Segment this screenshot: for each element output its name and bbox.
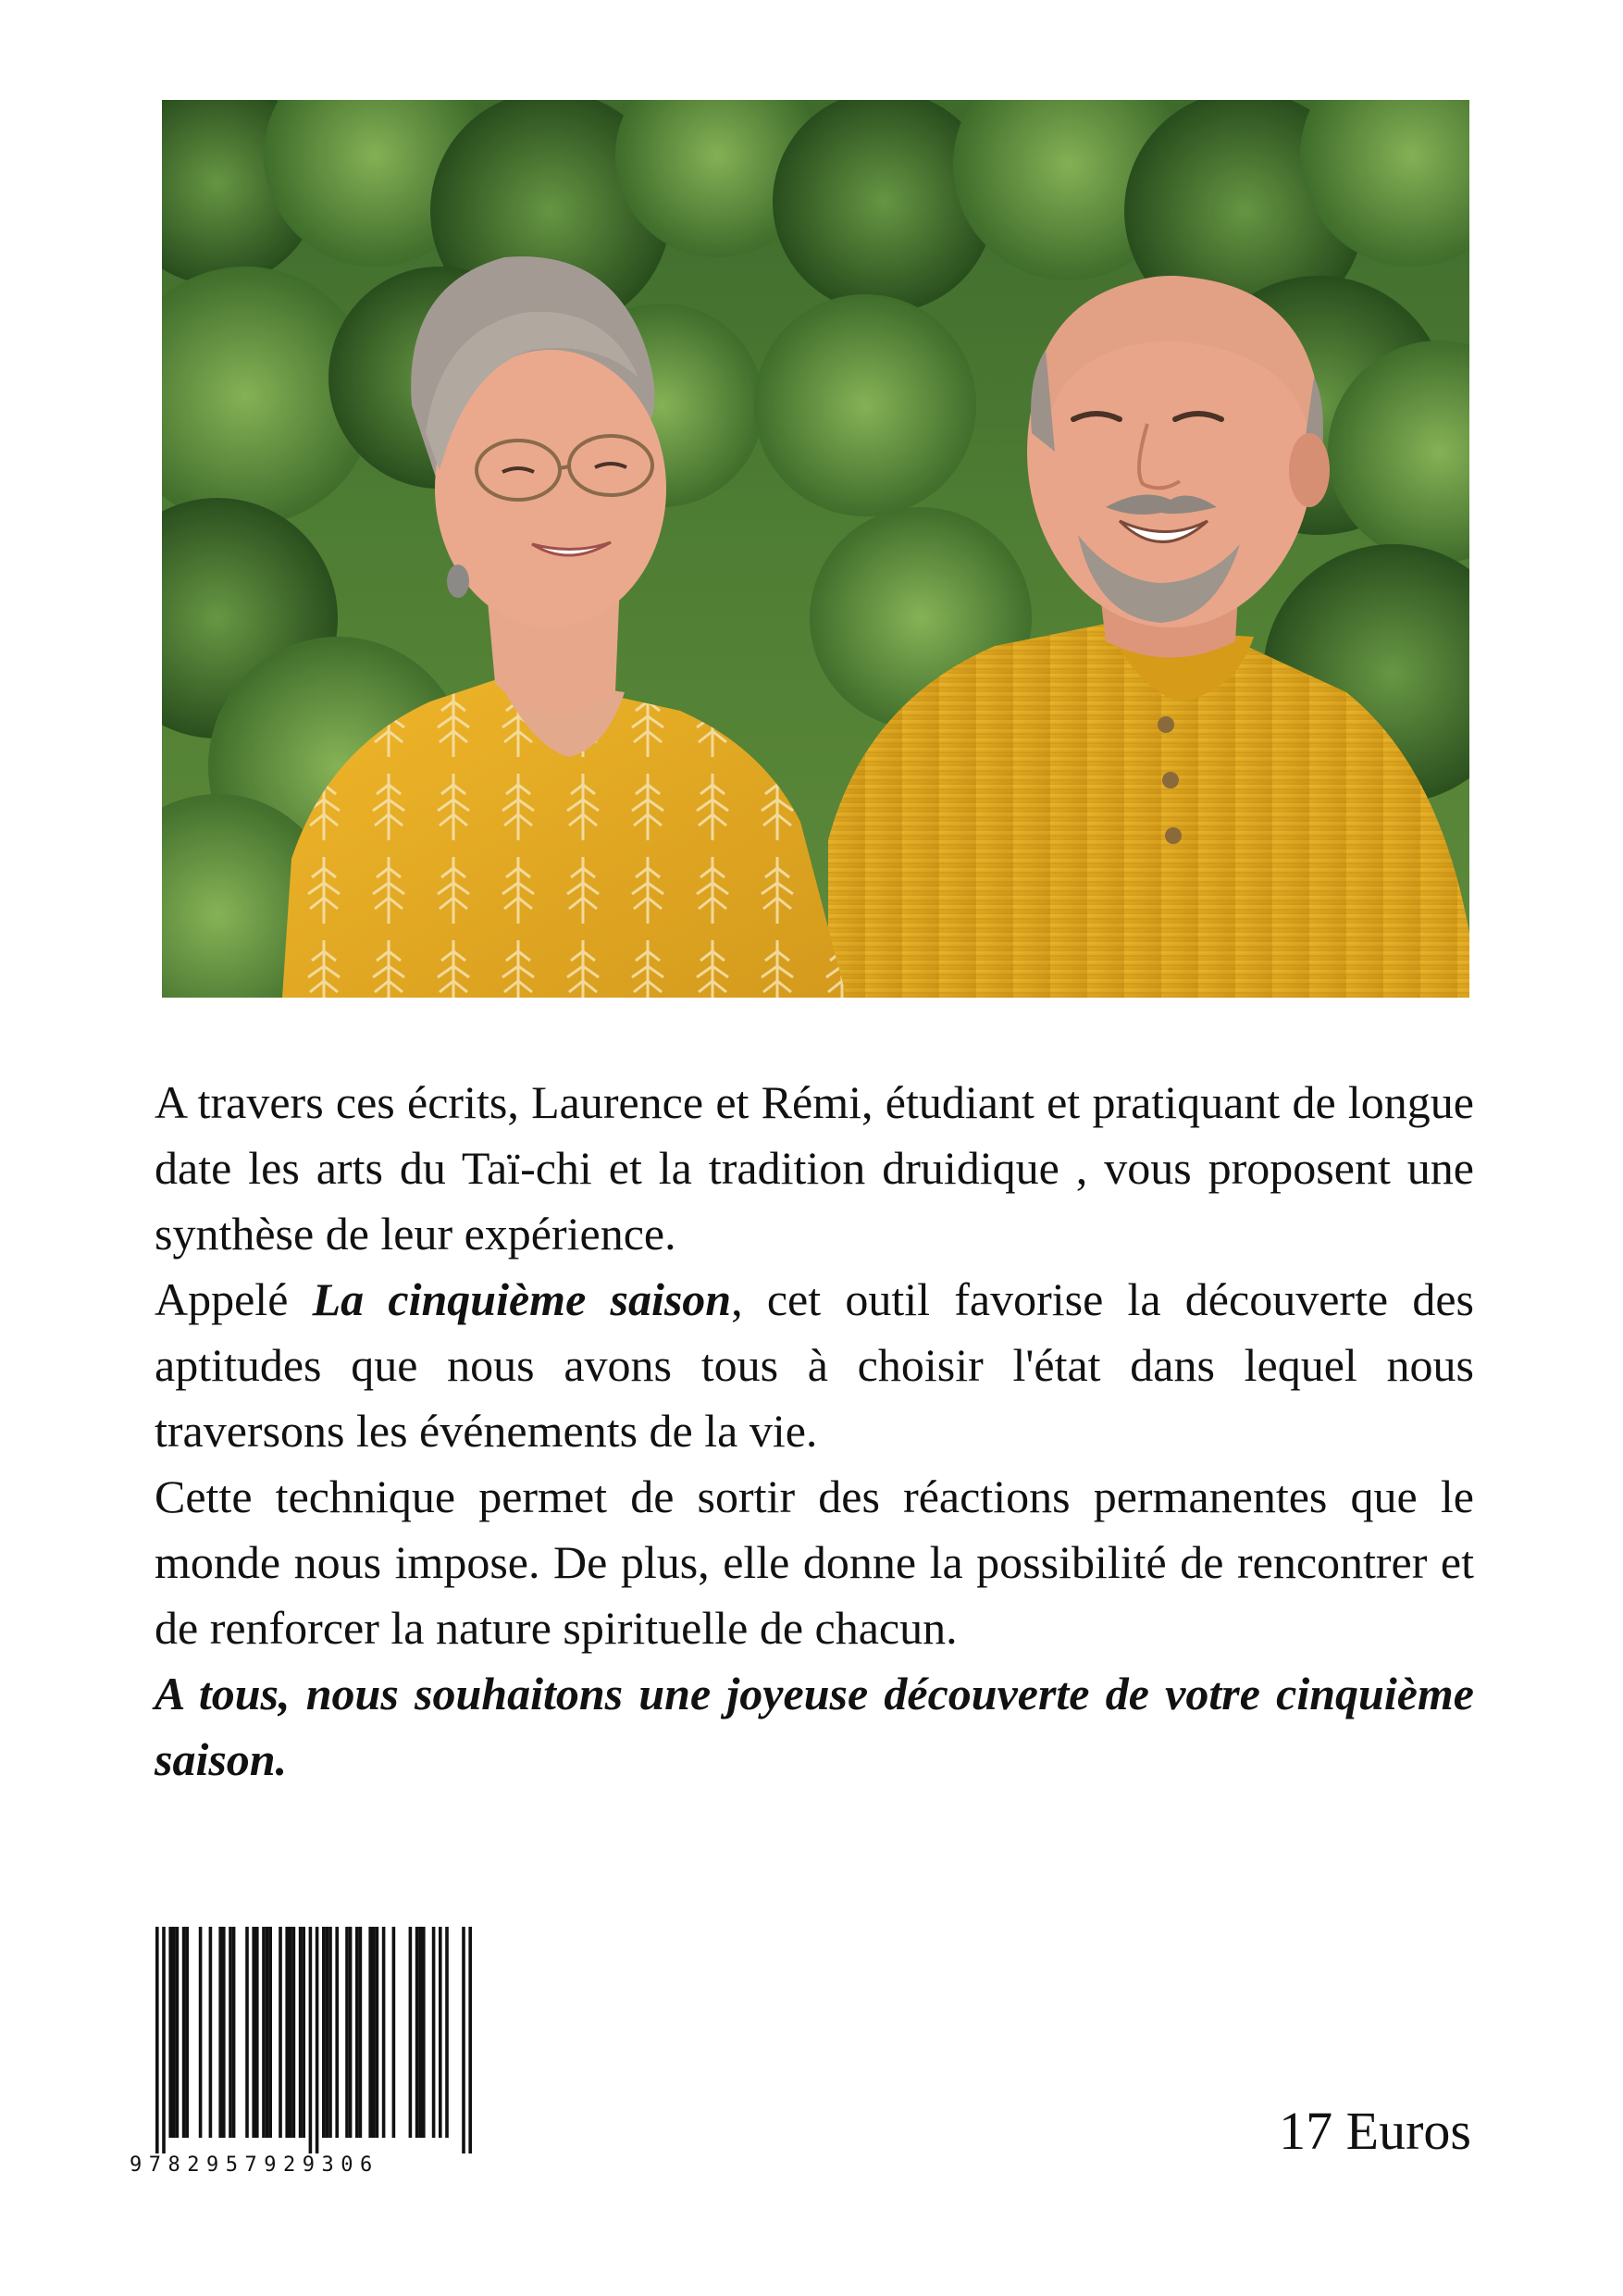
barcode-bar xyxy=(176,1927,180,2138)
barcode-bar xyxy=(289,1927,292,2138)
price-label: 17 Euros xyxy=(1279,2101,1471,2161)
barcode-bar xyxy=(468,1927,472,2153)
barcode-bar xyxy=(432,1927,436,2138)
barcode-bar xyxy=(418,1927,422,2138)
barcode-bar xyxy=(309,1927,313,2153)
barcode-bar xyxy=(392,1927,396,2138)
barcode-bar xyxy=(328,1927,332,2138)
tool-paragraph-prefix: Appelé xyxy=(155,1273,313,1325)
barcode-bar xyxy=(322,1927,326,2138)
barcode-bar xyxy=(345,1927,349,2138)
barcode-bar xyxy=(445,1927,449,2138)
barcode-bar xyxy=(422,1927,426,2138)
barcode-bar xyxy=(172,1927,176,2138)
barcode-bar xyxy=(359,1927,363,2138)
tool-paragraph xyxy=(155,1267,1474,1464)
barcode-bar xyxy=(462,1927,465,2153)
barcode-bar xyxy=(209,1927,213,2138)
barcode-bar xyxy=(415,1927,419,2138)
barcode-bar xyxy=(376,1927,379,2138)
barcode-bar xyxy=(162,1927,166,2153)
barcode-bars xyxy=(130,1927,495,2153)
barcode-bar xyxy=(222,1927,226,2138)
barcode-bar xyxy=(368,1927,372,2138)
intro-paragraph: A travers ces écrits, Laurence et Rémi, étudiant et pratiquant de longue date les arts du Taï-chi et la tradition druidique , vous proposent une synthèse de leur expérience. xyxy=(155,1076,1474,1260)
barcode-bar xyxy=(302,1927,305,2138)
barcode-bar xyxy=(245,1927,249,2138)
barcode-bar xyxy=(279,1927,282,2138)
technique-paragraph: Cette technique permet de sortir des réactions permanentes que le monde nous impose. De plus, elle donne la possibilité de rencontrer et de renforcer la nature spirituelle de chacun. xyxy=(155,1471,1474,1654)
barcode-bar xyxy=(292,1927,296,2138)
isbn-digits: 9782957929306 xyxy=(130,2153,379,2177)
authors-photo xyxy=(162,100,1469,998)
back-cover-text xyxy=(155,1070,1474,1793)
barcode-bar xyxy=(199,1927,203,2138)
barcode-bar xyxy=(218,1927,222,2138)
tool-paragraph-suffix: , cet outil favorise la découverte des aptitudes que nous avons tous à choisir l'état dans lequel nous traversons les événements de la vie. xyxy=(155,1273,1474,1457)
barcode-bar xyxy=(155,1927,159,2153)
barcode-bar xyxy=(382,1927,386,2138)
barcode-bar xyxy=(299,1927,303,2138)
barcode-bar xyxy=(439,1927,442,2138)
barcode-bar xyxy=(335,1927,339,2138)
barcode-bar xyxy=(266,1927,269,2138)
barcode-bar xyxy=(316,1927,319,2153)
barcode-bar xyxy=(185,1927,189,2138)
book-title-inline: La cinquième saison xyxy=(312,1273,732,1325)
barcode-bar xyxy=(168,1927,172,2138)
barcode-bar xyxy=(232,1927,236,2138)
barcode-bar xyxy=(262,1927,266,2138)
closing-wish: A tous, nous souhaitons une joyeuse découverte de votre cinquième saison. xyxy=(155,1668,1474,1785)
barcode-bar xyxy=(285,1927,289,2138)
barcode-bar xyxy=(268,1927,272,2138)
barcode-bar xyxy=(372,1927,376,2138)
barcode-bar xyxy=(255,1927,259,2138)
barcode-bar xyxy=(349,1927,353,2138)
barcode-bar xyxy=(252,1927,255,2138)
barcode-bar xyxy=(355,1927,359,2138)
barcode-bar xyxy=(409,1927,413,2138)
isbn-barcode xyxy=(130,1927,495,2153)
barcode-bar xyxy=(326,1927,329,2138)
barcode-bar xyxy=(182,1927,186,2138)
barcode-bar xyxy=(229,1927,232,2138)
